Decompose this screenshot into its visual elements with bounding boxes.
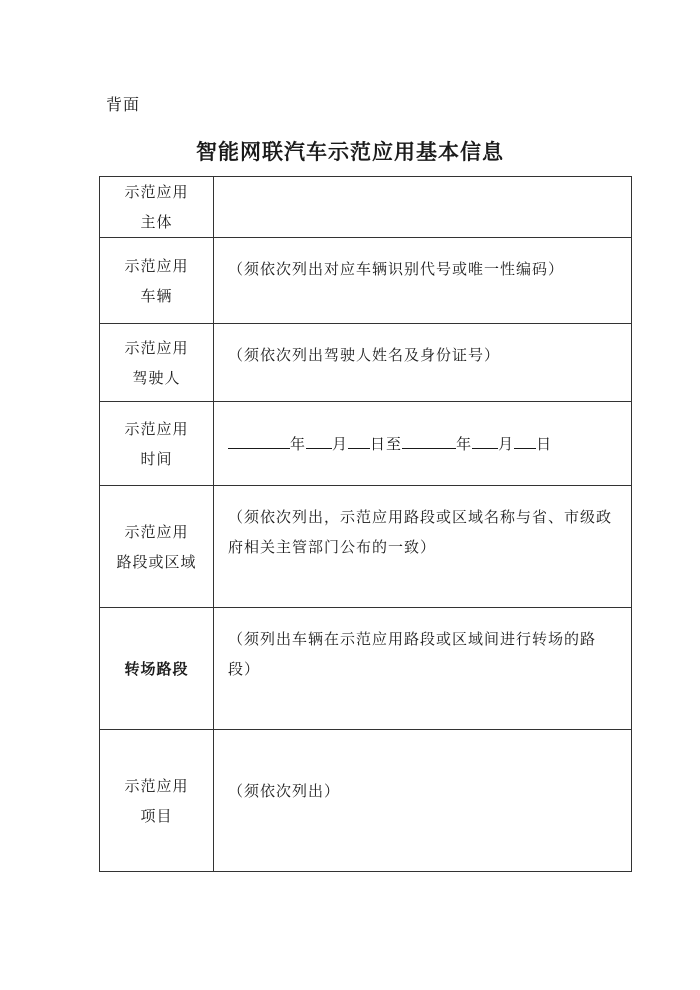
label-time: 示范应用 时间 [100, 402, 214, 486]
label-transfer-road: 转场路段 [100, 608, 214, 730]
content-transfer-road[interactable]: （须列出车辆在示范应用路段或区域间进行转场的路段） [214, 608, 632, 730]
table-row-subject [100, 177, 632, 238]
page-side-label: 背面 [106, 95, 141, 114]
label-driver: 示范应用 驾驶人 [100, 324, 214, 402]
end-year-blank[interactable] [402, 430, 456, 449]
table-row-transfer-road [100, 608, 632, 730]
table-row-project [100, 730, 632, 872]
label-project: 示范应用 项目 [100, 730, 214, 872]
table-row-driver [100, 324, 632, 402]
start-day-blank[interactable] [348, 430, 370, 449]
content-subject[interactable] [214, 177, 632, 238]
end-month-blank[interactable] [472, 430, 498, 449]
start-year-blank[interactable] [228, 430, 290, 449]
label-vehicle: 示范应用 车辆 [100, 238, 214, 324]
label-road-area: 示范应用 路段或区域 [100, 486, 214, 608]
table-row-vehicle [100, 238, 632, 324]
start-month-blank[interactable] [306, 430, 332, 449]
table-row-time [100, 402, 632, 486]
basic-info-table [99, 176, 632, 872]
content-driver[interactable]: （须依次列出驾驶人姓名及身份证号） [214, 324, 632, 402]
end-day-blank[interactable] [514, 430, 536, 449]
document-title: 智能网联汽车示范应用基本信息 [196, 140, 504, 164]
content-road-area[interactable]: （须依次列出，示范应用路段或区域名称与省、市级政府相关主管部门公布的一致） [214, 486, 632, 608]
content-vehicle[interactable]: （须依次列出对应车辆识别代号或唯一性编码） [214, 238, 632, 324]
table-row-road-area [100, 486, 632, 608]
label-subject: 示范应用 主体 [100, 177, 214, 238]
content-project[interactable]: （须依次列出） [214, 730, 632, 872]
content-time[interactable]: 年 月 日至 年 月 日 [214, 402, 632, 486]
